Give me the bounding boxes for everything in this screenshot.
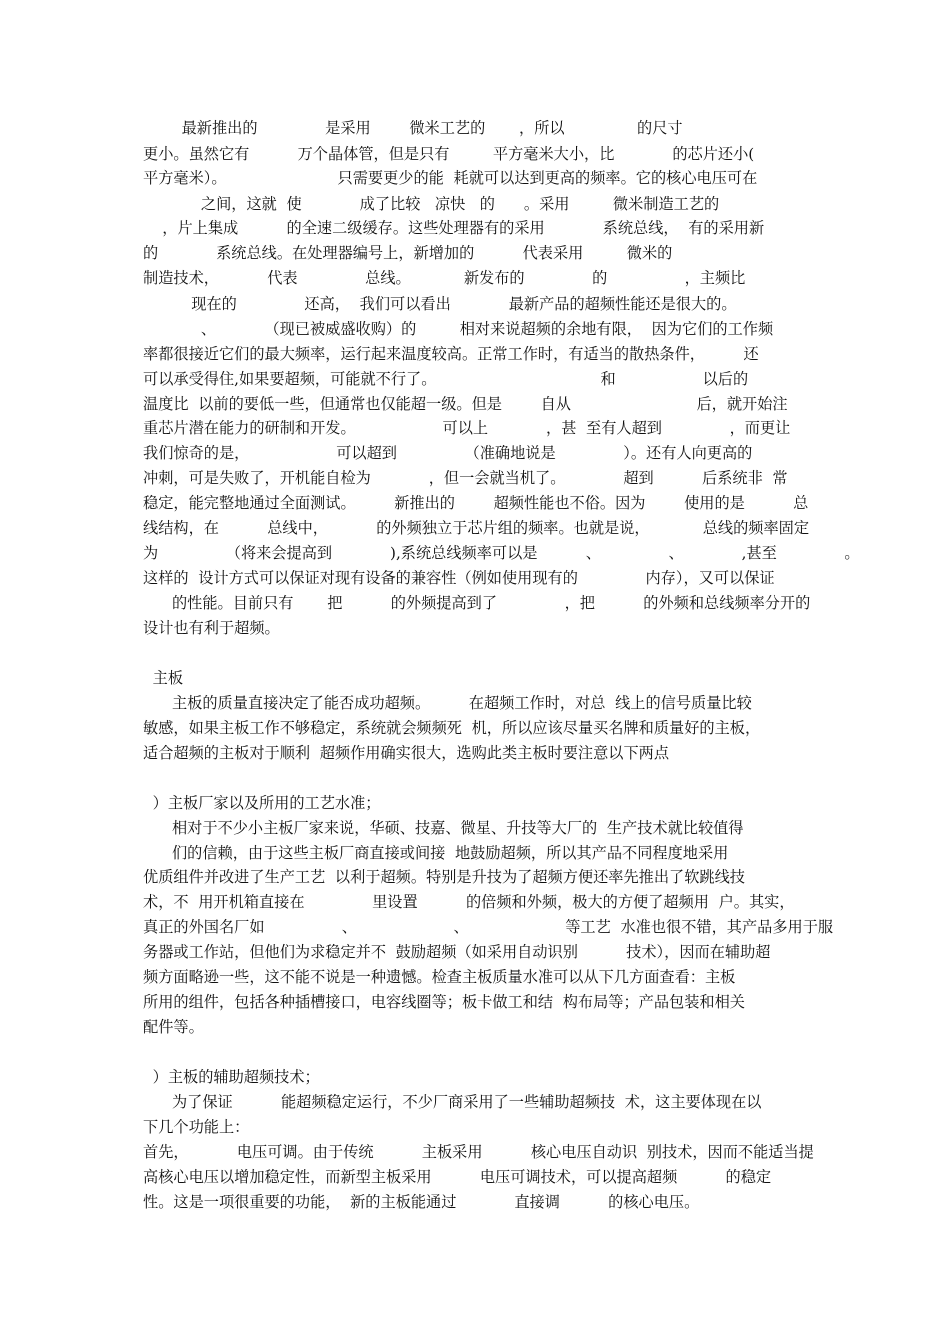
text-line: 所用的组件，包括各种插槽接口，电容线圈等；板卡做工和结 构布局等；产品包装和相关 <box>143 993 745 1011</box>
text-line: 设计也有利于超频。 <box>143 619 280 637</box>
text-line: 务器或工作站，但他们为求稳定并不 鼓励超频（如采用自动识别 技术），因而在辅助超 <box>143 943 771 961</box>
text-line: 频方面略逊一些，这不能不说是一种遗憾。检查主板质量水准可以从下几方面查看：主板 <box>143 968 736 986</box>
text-line: 、 （现已被威盛收购）的 相对来说超频的余地有限， 因为它们的工作频 <box>143 320 774 338</box>
text-line: 术，不 用开机箱直接在 里设置 的倍频和外频，极大的方便了超频用 户。其实， <box>143 893 795 911</box>
text-line: 们的信赖，由于这些主板厂商直接或间接 地鼓励超频，所以其产品不同程度地采用 <box>143 844 729 862</box>
text-line: 率都很接近它们的最大频率，运行起来温度较高。正常工作时，有适当的散热条件， 还 <box>143 345 759 363</box>
text-line: 重芯片潜在能力的研制和开发。 可以上 ，甚 至有人超到 ，而更让 <box>143 419 791 437</box>
text-line: 最新推出的 是采用 微米工艺的 ，所以 的尺寸 <box>143 119 683 137</box>
text-line: 可以承受得住,如果要超频，可能就不行了。 和 以后的 <box>143 370 749 388</box>
text-line: 稳定，能完整地通过全面测试。 新推出的 超频性能也不俗。因为 使用的是 总 <box>143 494 809 512</box>
text-line: 线结构，在 总线中， 的外频独立于芯片组的频率。也就是说， 总线的频率固定 <box>143 519 810 537</box>
text-line: 为了保证 能超频稳定运行，不少厂商采用了一些辅助超频技 术，这主要体现在以 <box>143 1093 762 1111</box>
text-line: 真正的外国名厂如 、 、 等工艺 水准也很不错，其产品多用于服 <box>143 918 834 936</box>
text-line: 温度比 以前的要低一些，但通常也仅能超一级。但是 自从 后，就开始注 <box>143 395 788 413</box>
text-line: 这样的 设计方式可以保证对现有设备的兼容性（例如使用现有的 内存），又可以保证 <box>143 569 775 587</box>
text-line: 为 （将来会提高到 ),系统总线频率可以是 、 、 ,甚至 。 <box>143 544 860 562</box>
text-line: 高核心电压以增加稳定性，而新型主板采用 电压可调技术，可以提高超频 的稳定 <box>143 1168 772 1186</box>
text-line: 更小。虽然它有 万个晶体管，但是只有 平方毫米大小，比 的芯片还小( <box>143 145 755 163</box>
text-line: 冲刺，可是失败了，开机能自检为 ，但一会就当机了。 超到 后系统非 常 <box>143 469 788 487</box>
text-line: 平方毫米）。 只需要更少的能 耗就可以达到更高的频率。它的核心电压可在 <box>143 169 758 187</box>
text-line: 适合超频的主板对于顺利 超频作用确实很大，选购此类主板时要注意以下两点 <box>143 744 670 762</box>
text-line: 下几个功能上： <box>143 1118 250 1136</box>
text-line: 性。这是一项很重要的功能， 新的主板能通过 直接调 的核心电压。 <box>143 1193 700 1211</box>
text-line: 制造技术， 代表 总线。 新发布的 的 ，主频比 <box>143 269 746 287</box>
text-line: 我们惊奇的是， 可以超到 （准确地说是 ）。还有人向更高的 <box>143 444 753 462</box>
text-line: 的性能。目前只有 把 的外频提高到了 ，把 的外频和总线频率分开的 <box>143 594 811 612</box>
text-line: 敏感，如果主板工作不够稳定，系统就会频频死 机，所以应该尽量买名牌和质量好的主板， <box>143 719 761 737</box>
text-line: 之间，这就 使 成了比较 凉快 的 。采用 微米制造工艺的 <box>143 195 720 213</box>
text-line: 主板的质量直接决定了能否成功超频。 在超频工作时，对总 线上的信号质量比较 <box>143 694 752 712</box>
section-heading-assist-tech: ）主板的辅助超频技术； <box>143 1068 320 1086</box>
section-heading-manufacturer: ）主板厂家以及所用的工艺水准； <box>143 794 381 812</box>
text-line: ，片上集成 的全速二级缓存。这些处理器有的采用 系统总线， 有的采用新 <box>143 219 765 237</box>
text-line: 优质组件并改进了生产工艺 以利于超频。特别是升技为了超频方便还率先推出了软跳线技 <box>143 868 745 886</box>
text-line: 的 系统总线。在处理器编号上，新增加的 代表采用 微米的 <box>143 244 673 262</box>
text-line: 首先， 电压可调。由于传统 主板采用 核心电压自动识 别技术，因而不能适当提 <box>143 1143 814 1161</box>
text-line: 现在的 还高， 我们可以看出 最新产品的超频性能还是很大的。 <box>143 295 737 313</box>
text-line: 相对于不少小主板厂家来说，华硕、技嘉、微星、升技等大厂的 生产技术就比较值得 <box>143 819 744 837</box>
section-heading-motherboard: 主板 <box>143 669 184 687</box>
text-line: 配件等。 <box>143 1018 204 1036</box>
